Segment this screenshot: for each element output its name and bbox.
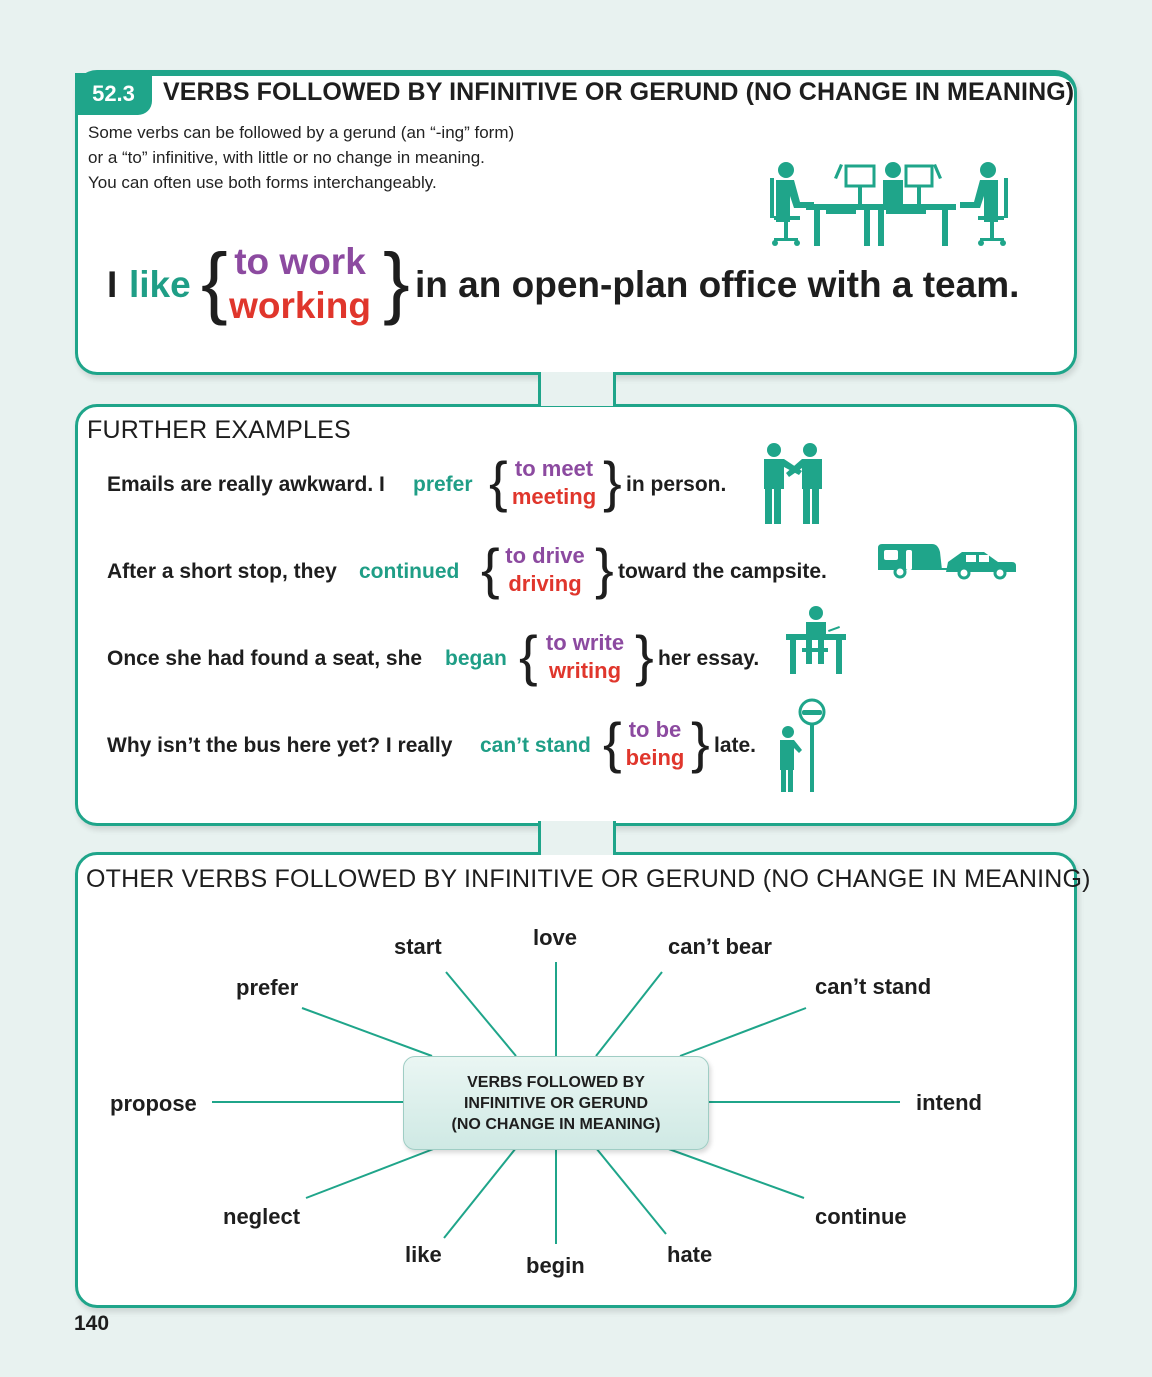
main-verb: like xyxy=(129,264,191,305)
example-infinitive: to drive xyxy=(505,543,585,568)
example-before: After a short stop, they xyxy=(107,560,337,583)
open-brace: { xyxy=(489,450,508,513)
close-brace: } xyxy=(383,237,410,326)
example-gerund: writing xyxy=(548,658,622,683)
other-verbs-heading: OTHER VERBS FOLLOWED BY INFINITIVE OR GERUND (NO CHANGE IN MEANING) xyxy=(86,865,1091,893)
main-infinitive: to work xyxy=(234,241,366,282)
verb-begin: begin xyxy=(526,1253,585,1278)
verb-hub xyxy=(403,1056,709,1150)
example-verb: began xyxy=(445,647,507,670)
example-verb: can’t stand xyxy=(480,734,591,757)
hub-line: INFINITIVE OR GERUND xyxy=(463,1094,648,1112)
spoke-line xyxy=(302,1008,432,1056)
verb-neglect: neglect xyxy=(223,1204,301,1229)
verb-prefer: prefer xyxy=(236,975,299,1000)
hub-line: VERBS FOLLOWED BY xyxy=(467,1073,645,1091)
verb-intend: intend xyxy=(916,1090,982,1115)
example-gerund: driving xyxy=(508,571,582,596)
close-brace: } xyxy=(603,450,622,513)
spoke-line xyxy=(446,972,516,1056)
example-after: toward the campsite. xyxy=(618,560,827,583)
example-before: Emails are really awkward. I xyxy=(107,473,385,496)
example-infinitive: to write xyxy=(545,630,625,655)
verb-continue: continue xyxy=(815,1204,907,1229)
verb-propose: propose xyxy=(110,1091,197,1116)
intro-line: You can often use both forms interchangeably. xyxy=(88,173,437,192)
spoke-line xyxy=(680,1008,806,1056)
spoke-line xyxy=(596,972,662,1056)
page-number: 140 xyxy=(74,1312,110,1335)
open-brace: { xyxy=(519,624,538,687)
spoke-line xyxy=(444,1148,516,1238)
main-rest: in an open-plan office with a team. xyxy=(415,264,1020,305)
example-after: her essay. xyxy=(658,647,760,670)
verb-like: like xyxy=(405,1242,442,1267)
example-before: Once she had found a seat, she xyxy=(107,647,423,670)
close-brace: } xyxy=(635,624,654,687)
main-gerund: working xyxy=(229,285,371,326)
example-verb: continued xyxy=(359,560,460,583)
verb-start: start xyxy=(394,934,442,959)
main-subject: I xyxy=(107,264,118,305)
open-brace: { xyxy=(201,237,228,326)
close-brace: } xyxy=(691,711,710,774)
example-after: in person. xyxy=(626,473,727,496)
open-brace: { xyxy=(603,711,622,774)
spoke-line xyxy=(596,1148,666,1234)
spoke-line xyxy=(306,1148,436,1198)
spoke-line xyxy=(666,1148,804,1198)
intro-line: Some verbs can be followed by a gerund (an “-ing” form) xyxy=(88,123,515,142)
verb-love: love xyxy=(533,925,578,950)
close-brace: } xyxy=(595,537,614,600)
further-examples-heading: FURTHER EXAMPLES xyxy=(87,416,351,444)
verb-cant-bear: can’t bear xyxy=(668,934,772,959)
example-before: Why isn’t the bus here yet? I really xyxy=(107,734,453,757)
verb-hate: hate xyxy=(667,1242,713,1267)
hub-line: (NO CHANGE IN MEANING) xyxy=(451,1115,661,1133)
example-gerund: being xyxy=(625,745,685,770)
example-infinitive: to be xyxy=(628,717,682,742)
example-verb: prefer xyxy=(413,473,473,496)
example-infinitive: to meet xyxy=(514,456,594,481)
section-title: VERBS FOLLOWED BY INFINITIVE OR GERUND (NO CHANGE IN MEANING) xyxy=(163,78,1075,106)
intro-line: or a “to” infinitive, with little or no change in meaning. xyxy=(88,148,485,167)
verb-cant-stand: can’t stand xyxy=(815,974,932,999)
section-number-badge: 52.3 xyxy=(75,73,152,115)
example-gerund: meeting xyxy=(511,484,597,509)
open-brace: { xyxy=(481,537,500,600)
example-after: late. xyxy=(714,734,757,757)
